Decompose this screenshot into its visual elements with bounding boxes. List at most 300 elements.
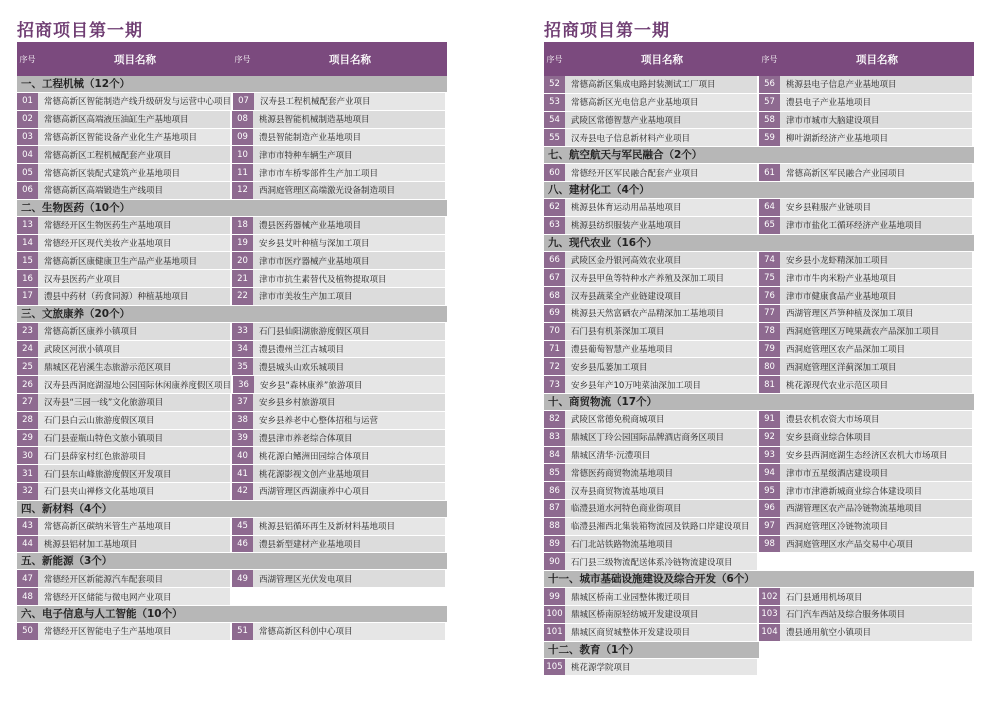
project-number: 29 [17, 430, 38, 447]
project-name: 石门县壶瓶山特色文旅小镇项目 [38, 430, 232, 447]
table-row [17, 93, 447, 111]
table-row [544, 341, 974, 359]
project-number: 80 [759, 358, 780, 375]
table-row [544, 536, 974, 554]
project-cell [544, 323, 759, 340]
project-name: 常德高新区工程机械配套产业项目 [38, 146, 232, 163]
table-row [17, 129, 447, 147]
project-number: 87 [544, 500, 565, 517]
project-number: 39 [232, 430, 253, 447]
section-heading: 十、商贸物流（17个） [544, 394, 974, 411]
project-number: 82 [544, 411, 565, 428]
project-cell [232, 164, 447, 181]
project-number: 31 [17, 465, 38, 482]
project-name: 澧县葡萄智慧产业基地项目 [565, 341, 759, 358]
table-row [17, 518, 447, 536]
project-number: 26 [17, 376, 38, 393]
project-name: 汉寿县电子信息新材料产业项目 [565, 129, 759, 146]
project-cell [17, 588, 232, 605]
project-name: 桃源县铝循环再生及新材料基地项目 [253, 518, 447, 535]
project-cell [17, 536, 232, 553]
project-cell [544, 659, 759, 676]
project-cell [233, 93, 447, 110]
project-number: 21 [232, 270, 253, 287]
project-number: 17 [17, 288, 38, 305]
project-cell [17, 623, 232, 640]
project-name: 澧县城头山欢乐城项目 [253, 358, 447, 375]
project-number: 44 [17, 536, 38, 553]
section-heading: 四、新材料（4个） [17, 501, 447, 518]
project-name: 桃源县纺织服装产业基地项目 [565, 217, 759, 234]
table-row [17, 217, 447, 235]
project-name: 石门汽车西站及综合服务体项目 [780, 606, 974, 623]
section-heading: 一、工程机械（12个） [17, 76, 447, 93]
project-name: 津市市医疗器械产业基地项目 [253, 252, 447, 269]
project-name: 津市市健康食品产业基地项目 [780, 287, 974, 304]
project-name: 桃源县天然富硒农产品精深加工基地项目 [565, 305, 759, 322]
project-cell [544, 76, 759, 93]
project-name: 西洞庭管理区农产品深加工项目 [780, 341, 974, 358]
project-name: 汉寿县工程机械配套产业项目 [254, 93, 447, 110]
table-row [17, 323, 447, 341]
header-no: 序号 [19, 54, 36, 64]
project-number: 42 [232, 483, 253, 500]
project-cell [759, 129, 974, 146]
project-number: 79 [759, 341, 780, 358]
project-number: 07 [233, 93, 254, 110]
project-name: 澧县智能制造产业基地项目 [253, 129, 447, 146]
project-name: 津市市牛肉米粉产业基地项目 [780, 269, 974, 286]
project-cell [17, 164, 232, 181]
project-name: 鼎城区花岩溪生态旅游示范区项目 [38, 358, 232, 375]
project-name: 澧县中药材（药食同源）种植基地项目 [38, 288, 232, 305]
project-cell [232, 412, 447, 429]
project-cell [17, 93, 233, 110]
project-number: 59 [759, 129, 780, 146]
project-number: 104 [759, 624, 780, 641]
project-number: 55 [544, 129, 565, 146]
table-row [17, 430, 447, 448]
project-number: 41 [232, 465, 253, 482]
project-name: 常德高新区集成电路封装测试工厂项目 [565, 76, 759, 93]
table-row [17, 394, 447, 412]
project-number: 40 [232, 447, 253, 464]
table-row [544, 376, 974, 394]
project-number: 65 [759, 217, 780, 234]
project-cell [544, 588, 759, 605]
project-cell [544, 429, 759, 446]
project-name: 常德经开区军民融合配套产业项目 [565, 164, 759, 181]
project-cell [17, 341, 232, 358]
project-cell [544, 341, 759, 358]
table-row [544, 659, 974, 677]
section-heading: 十一、城市基础设施建设及综合开发（6个） [544, 571, 974, 588]
project-cell [232, 483, 447, 500]
project-number: 16 [17, 270, 38, 287]
project-name: 西湖管理区农产品冷链物流基地项目 [780, 500, 974, 517]
project-name: 武陵区河洑小镇项目 [38, 341, 232, 358]
project-number: 35 [232, 358, 253, 375]
table-row [17, 235, 447, 253]
project-name: 石门县有机茶深加工项目 [565, 323, 759, 340]
project-name: 澧县澧州兰江古城项目 [253, 341, 447, 358]
project-name: 常德高新区智能设备产业化生产基地项目 [38, 129, 232, 146]
project-number: 62 [544, 199, 565, 216]
project-number: 58 [759, 112, 780, 129]
project-cell [232, 536, 447, 553]
table-row [544, 199, 974, 217]
project-cell [759, 199, 974, 216]
project-number: 63 [544, 217, 565, 234]
project-name: 石门县仙阳湖旅游度假区项目 [253, 323, 447, 340]
table-row [544, 94, 974, 112]
project-number: 83 [544, 429, 565, 446]
project-name: 常德高新区光电信息产业基地项目 [565, 94, 759, 111]
table-header [544, 42, 974, 76]
project-number: 96 [759, 500, 780, 517]
project-name: 澧县农机农资大市场项目 [780, 411, 974, 428]
project-table [544, 76, 974, 676]
project-name: 西洞庭管理区冷链物流项目 [780, 518, 974, 535]
project-name: 石门北站铁路物流基地项目 [565, 536, 759, 553]
project-cell [232, 288, 447, 305]
project-name: 桃花源学院项目 [565, 659, 759, 676]
project-number: 18 [232, 217, 253, 234]
project-cell [544, 447, 759, 464]
project-cell [759, 482, 974, 499]
project-cell [759, 464, 974, 481]
project-number: 103 [759, 606, 780, 623]
project-cell [759, 588, 974, 605]
project-cell [17, 518, 232, 535]
table-row [544, 482, 974, 500]
project-name: 安乡县艾叶种植与深加工项目 [253, 235, 447, 252]
project-name: 澧县新型建材产业基地项目 [253, 536, 447, 553]
project-number: 69 [544, 305, 565, 322]
project-name: 鼎城区清华·沅澧项目 [565, 447, 759, 464]
project-number: 13 [17, 217, 38, 234]
project-cell [544, 358, 759, 375]
project-cell [759, 287, 974, 304]
project-number: 84 [544, 447, 565, 464]
project-cell [759, 217, 974, 234]
table-row [17, 111, 447, 129]
project-cell [17, 483, 232, 500]
header-name: 项目名称 [856, 53, 898, 66]
page-title: 招商项目第一期 [17, 21, 143, 41]
project-name: 安乡县瓜蒌加工项目 [565, 358, 759, 375]
project-cell [759, 323, 974, 340]
project-cell [232, 623, 447, 640]
project-cell [544, 269, 759, 286]
project-name: 石门县薛家村红色旅游项目 [38, 447, 232, 464]
table-row [17, 376, 447, 394]
project-cell [232, 252, 447, 269]
project-number: 25 [17, 358, 38, 375]
project-cell [17, 235, 232, 252]
project-name: 澧县电子产业基地项目 [780, 94, 974, 111]
section-heading: 十二、教育（1个） [544, 642, 759, 659]
table-row [17, 341, 447, 359]
header-no: 序号 [234, 54, 251, 64]
table-row [17, 146, 447, 164]
project-cell [759, 536, 974, 553]
project-name: 汉寿县蔬菜全产业链建设项目 [565, 287, 759, 304]
project-cell [759, 518, 974, 535]
table-row [544, 606, 974, 624]
project-cell [17, 111, 232, 128]
project-number: 101 [544, 624, 565, 641]
project-name: 常德医药商贸物流基地项目 [565, 464, 759, 481]
project-number: 04 [17, 146, 38, 163]
project-cell [17, 394, 232, 411]
project-number: 93 [759, 447, 780, 464]
project-cell [544, 464, 759, 481]
section-heading: 八、建材化工（4个） [544, 182, 974, 199]
project-number: 14 [17, 235, 38, 252]
project-number: 02 [17, 111, 38, 128]
table-row [544, 518, 974, 536]
project-name: 津市市美妆生产加工项目 [253, 288, 447, 305]
project-name: 津市市抗生素替代及植物提取项目 [253, 270, 447, 287]
table-row [17, 288, 447, 306]
project-cell [544, 536, 759, 553]
project-name: 津市市五星级酒店建设项目 [780, 464, 974, 481]
project-number: 37 [232, 394, 253, 411]
header-no: 序号 [761, 54, 778, 64]
project-number: 10 [232, 146, 253, 163]
project-cell [17, 146, 232, 163]
project-number: 66 [544, 252, 565, 269]
project-number: 76 [759, 287, 780, 304]
table-row [544, 287, 974, 305]
project-number: 71 [544, 341, 565, 358]
table-row [17, 358, 447, 376]
project-number: 70 [544, 323, 565, 340]
header-no: 序号 [546, 54, 563, 64]
table-row [544, 269, 974, 287]
project-cell [544, 129, 759, 146]
project-number: 53 [544, 94, 565, 111]
project-name: 常德经开区新能源汽车配套项目 [38, 570, 232, 587]
project-cell [17, 358, 232, 375]
project-number: 50 [17, 623, 38, 640]
project-number: 105 [544, 659, 565, 676]
project-name: 柳叶湖新经济产业基地项目 [780, 129, 974, 146]
project-number: 03 [17, 129, 38, 146]
project-name: 石门县三级物流配送体系冷链物流建设项目 [565, 553, 759, 570]
project-name: 汉寿县医药产业项目 [38, 270, 232, 287]
project-number: 73 [544, 376, 565, 393]
table-row [17, 465, 447, 483]
project-name: 汉寿县“三园一线”文化旅游项目 [38, 394, 232, 411]
project-cell [759, 341, 974, 358]
project-number: 85 [544, 464, 565, 481]
project-name: 鼎城区桥南工业园整体搬迁项目 [565, 588, 759, 605]
project-cell [232, 217, 447, 234]
project-number: 57 [759, 94, 780, 111]
project-number: 60 [544, 164, 565, 181]
section-heading: 二、生物医药（10个） [17, 200, 447, 217]
project-name: 津市市津港新城商业综合体建设项目 [780, 482, 974, 499]
project-number: 100 [544, 606, 565, 623]
project-number: 49 [232, 570, 253, 587]
header-name: 项目名称 [114, 53, 156, 66]
project-cell [17, 182, 232, 199]
project-number: 27 [17, 394, 38, 411]
project-cell [759, 500, 974, 517]
project-cell [544, 164, 759, 181]
project-number: 88 [544, 518, 565, 535]
empty-cell [759, 553, 974, 570]
project-name: 西湖管理区西湖康养中心项目 [253, 483, 447, 500]
project-cell [232, 235, 447, 252]
project-cell [232, 394, 447, 411]
project-number: 28 [17, 412, 38, 429]
project-name: 安乡县鞋服产业链项目 [780, 199, 974, 216]
project-name: 津市市车桥零部件生产加工项目 [253, 164, 447, 181]
project-number: 32 [17, 483, 38, 500]
project-cell [17, 129, 232, 146]
project-cell [232, 430, 447, 447]
table-row [544, 305, 974, 323]
project-number: 19 [232, 235, 253, 252]
project-number: 94 [759, 464, 780, 481]
project-name: 桃源县智能机械制造基地项目 [253, 111, 447, 128]
project-name: 安乡县小龙虾精深加工项目 [780, 252, 974, 269]
project-number: 09 [232, 129, 253, 146]
project-name: 桃源县体育运动用品基地项目 [565, 199, 759, 216]
project-number: 48 [17, 588, 38, 605]
project-number: 38 [232, 412, 253, 429]
project-cell [544, 376, 759, 393]
project-number: 89 [544, 536, 565, 553]
project-name: 安乡县商业综合体项目 [780, 429, 974, 446]
table-row [544, 429, 974, 447]
project-cell [759, 624, 974, 641]
project-name: 津市市特种车辆生产项目 [253, 146, 447, 163]
project-cell [17, 252, 232, 269]
project-cell [759, 269, 974, 286]
project-cell [17, 430, 232, 447]
project-name: 常德高新区军民融合产业园项目 [780, 164, 974, 181]
project-name: 鼎城区桥南原轻纺城开发建设项目 [565, 606, 759, 623]
project-name: 汉寿县甲鱼等特种水产养殖及深加工项目 [565, 269, 759, 286]
project-number: 20 [232, 252, 253, 269]
project-number: 99 [544, 588, 565, 605]
project-cell [233, 376, 447, 393]
project-cell [544, 482, 759, 499]
project-number: 95 [759, 482, 780, 499]
project-number: 45 [232, 518, 253, 535]
project-name: 桃花源现代农业示范区项目 [780, 376, 974, 393]
project-cell [544, 94, 759, 111]
section-heading: 九、现代农业（16个） [544, 235, 974, 252]
project-name: 常德高新区康养小镇项目 [38, 323, 232, 340]
table-header [17, 42, 447, 76]
project-number: 43 [17, 518, 38, 535]
table-row [544, 164, 974, 182]
project-name: 西洞庭管理区洋蓟深加工项目 [780, 358, 974, 375]
header-name: 项目名称 [329, 53, 371, 66]
project-name: 安乡县西洞庭湖生态经济区农机大市场项目 [780, 447, 974, 464]
project-number: 77 [759, 305, 780, 322]
project-number: 91 [759, 411, 780, 428]
table-row [17, 536, 447, 554]
project-cell [544, 500, 759, 517]
project-name: 常德经开区现代美妆产业基地项目 [38, 235, 232, 252]
project-name: 武陵区常德免税商城项目 [565, 411, 759, 428]
project-number: 90 [544, 553, 565, 570]
project-cell [759, 606, 974, 623]
project-cell [759, 411, 974, 428]
project-cell [17, 270, 232, 287]
project-name: 石门县夹山禅修文化基地项目 [38, 483, 232, 500]
project-name: 西洞庭管理区高端激光设备制造项目 [253, 182, 447, 199]
project-number: 92 [759, 429, 780, 446]
project-name: 常德高新区科创中心项目 [253, 623, 447, 640]
project-name: 西湖管理区芦笋种植及深加工项目 [780, 305, 974, 322]
project-table [17, 76, 447, 641]
catalog-page-left [17, 20, 447, 641]
table-row [544, 358, 974, 376]
project-number: 06 [17, 182, 38, 199]
project-number: 01 [17, 93, 38, 110]
project-cell [759, 94, 974, 111]
section-heading: 三、文旅康养（20个） [17, 306, 447, 323]
table-row [17, 447, 447, 465]
project-cell [17, 447, 232, 464]
table-row [544, 447, 974, 465]
project-cell [17, 217, 232, 234]
project-cell [544, 287, 759, 304]
project-name: 桃源县铝材加工基地项目 [38, 536, 232, 553]
project-number: 75 [759, 269, 780, 286]
project-name: 常德经开区智能电子生产基地项目 [38, 623, 232, 640]
project-cell [544, 217, 759, 234]
project-cell [759, 305, 974, 322]
table-row [544, 500, 974, 518]
project-cell [17, 412, 232, 429]
project-name: 安乡县年产10万吨菜油深加工项目 [565, 376, 759, 393]
project-name: 常德高新区智能制造产线升级研发与运营中心项目 [38, 93, 233, 110]
table-row [17, 412, 447, 430]
project-cell [232, 447, 447, 464]
project-name: 石门县白云山旅游度假区项目 [38, 412, 232, 429]
project-number: 78 [759, 323, 780, 340]
project-cell [232, 570, 447, 587]
project-number: 23 [17, 323, 38, 340]
project-number: 46 [232, 536, 253, 553]
table-row [17, 252, 447, 270]
table-row [17, 623, 447, 641]
project-number: 97 [759, 518, 780, 535]
project-number: 74 [759, 252, 780, 269]
project-cell [232, 270, 447, 287]
project-cell [544, 199, 759, 216]
project-cell [232, 146, 447, 163]
project-name: 常德高新区装配式建筑产业基地项目 [38, 164, 232, 181]
project-name: 津市市城市大脑建设项目 [780, 112, 974, 129]
table-row [544, 217, 974, 235]
project-number: 72 [544, 358, 565, 375]
project-cell [232, 111, 447, 128]
table-row [544, 411, 974, 429]
table-row [544, 129, 974, 147]
project-cell [232, 341, 447, 358]
empty-cell [759, 659, 974, 676]
project-number: 61 [759, 164, 780, 181]
